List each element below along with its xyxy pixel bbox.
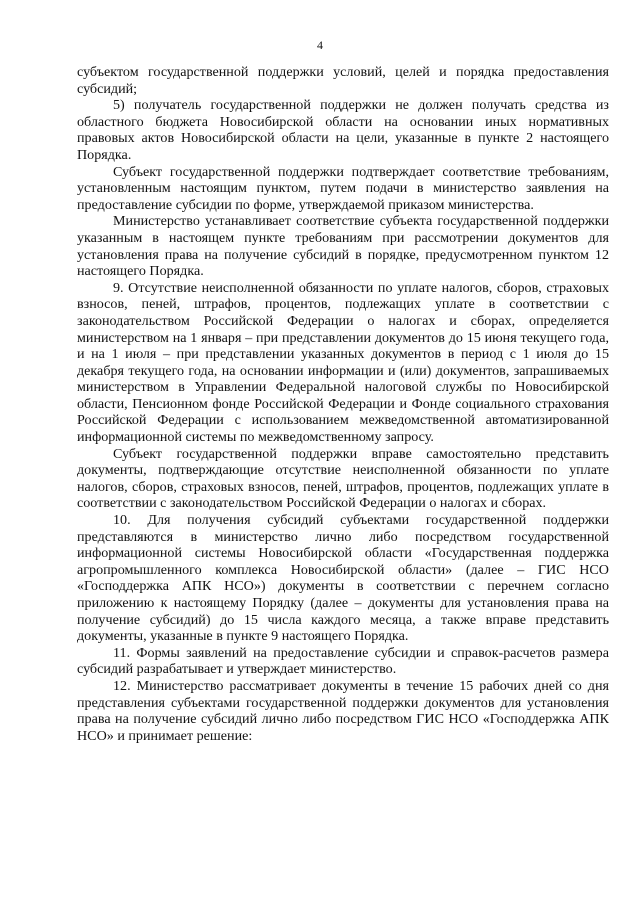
paragraph-ministry-verification: Министерство устанавливает соответствие субъекта государственной поддержки указанным в настоящем пункте требованиям при рассмотрении документов для установления права на получение субсидий в порядке, предусмотренном пунктом 12 настоящего Порядка. — [77, 213, 609, 280]
paragraph-continuation: субъектом государственной поддержки условий, целей и порядка предоставления субсидий; — [77, 64, 609, 97]
paragraph-section-10: 10. Для получения субсидий субъектами государственной поддержки представляются в министерство лично либо посредством государственной информационной системы Новосибирской области «Государственная поддержка агропромышленного комплекса Новосибирской области» (далее – ГИС НСО «Господдержка АПК НСО») документы в соответствии с перечнем согласно приложению к настоящему Порядку (далее – документы для установления права на получение субсидий) до 15 числа каждого месяца, а также вправе представить документы, указанные в пункте 9 настоящего Порядка. — [77, 512, 609, 645]
paragraph-section-9-right: Субъект государственной поддержки вправе самостоятельно представить документы, подтверждающие отсутствие неисполненной обязанности по уплате налогов, сборов, страховых взносов, пеней, штрафов, процентов, подлежащих уплате в соответствии с законодательством Российской Федерации о налогах и сборах. — [77, 445, 609, 512]
page-number: 4 — [317, 38, 323, 52]
paragraph-item-5: 5) получатель государственной поддержки не должен получать средства из областного бюджета Новосибирской области на основании иных нормативных правовых актов Новосибирской области на цели, указанные в пункте 2 настоящего Порядка. — [77, 97, 609, 163]
paragraph-section-11: 11. Формы заявлений на предоставление субсидии и справок-расчетов размера субсидий разрабатывает и утверждает министерство. — [77, 644, 609, 678]
paragraph-subject-confirmation: Субъект государственной поддержки подтверждает соответствие требованиям, установленным настоящим пунктом, путем подачи в министерство заявления на предоставление субсидии по форме, утверждаемой приказом министерства. — [77, 163, 609, 213]
paragraph-section-12: 12. Министерство рассматривает документы в течение 15 рабочих дней со дня представления субъектами государственной поддержки документов для установления права на получение субсидий лично либо посредством ГИС НСО «Господдержка АПК НСО» и принимает решение: — [77, 677, 609, 744]
paragraph-section-9: 9. Отсутствие неисполненной обязанности по уплате налогов, сборов, страховых взносов, пеней, штрафов, процентов, подлежащих уплате в соответствии с законодательством Российской Федерации о налогах и сборах, определяется министерством на 1 января – при представлении документов до 15 июня текущего года, и на 1 июля – при представлении указанных документов в период с 1 июля до 15 декабря текущего года, на основании информации и (или) документов, запрашиваемых министерством в Управлении Федеральной налоговой службы по Новосибирской области, Пенсионном фонде Российской Федерации и Фонде социального страхования Российской Федерации с использованием межведомственной автоматизированной информационной системы по межведомственному запросу. — [77, 279, 609, 446]
document-body — [77, 64, 609, 744]
